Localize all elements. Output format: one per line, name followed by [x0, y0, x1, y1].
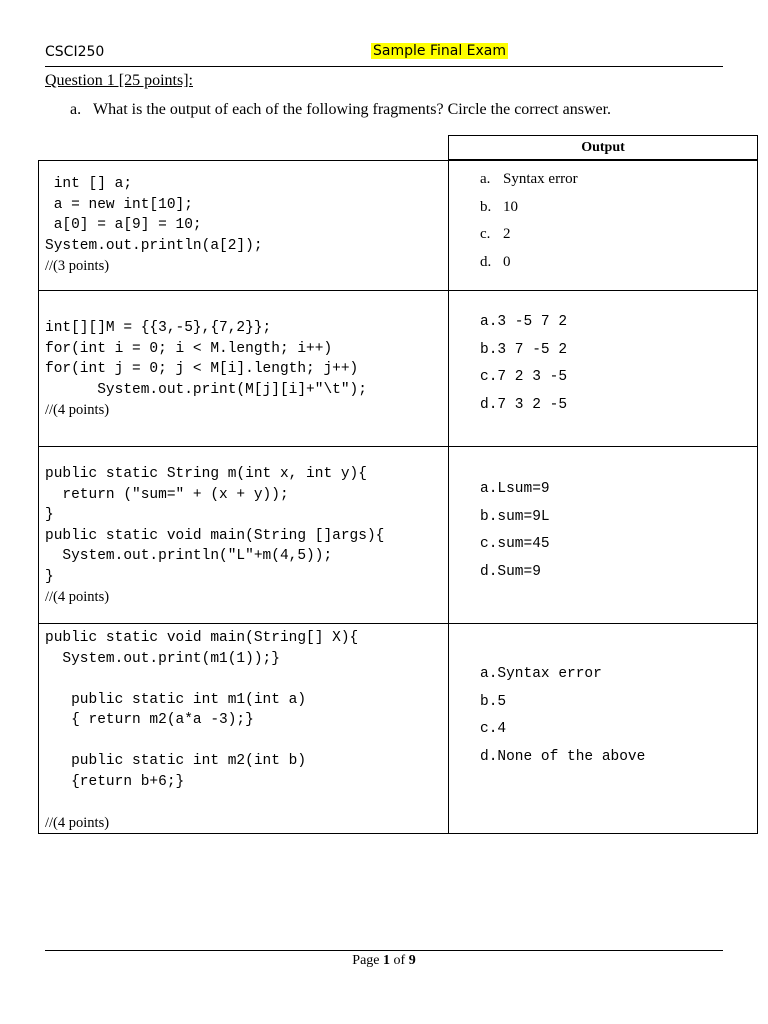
code-line	[45, 792, 358, 813]
question-title: Question 1 [25 points]:	[45, 72, 193, 89]
code-fragment	[45, 464, 384, 608]
code-fragment	[45, 174, 263, 277]
question-row-3	[38, 446, 758, 624]
answer-option[interactable]: a.3 -5 7 2	[480, 314, 568, 330]
page-header	[45, 42, 723, 67]
code-line: int[][]M = {{3,-5},{7,2}};	[45, 320, 272, 336]
code-line: System.out.println(a[2]);	[45, 237, 263, 254]
code-line: return ("sum=" + (x + y));	[45, 486, 289, 503]
answer-option[interactable]: c.sum=45	[480, 536, 550, 552]
answer-option[interactable]: b.5	[480, 693, 507, 710]
points-label: //(4 points)	[45, 814, 110, 831]
question-part	[70, 101, 611, 119]
answer-options	[480, 476, 550, 586]
code-line: public static String m(int x, int y){	[45, 466, 367, 482]
points-label: //(4 points)	[45, 589, 110, 605]
answer-option[interactable]: c.7 2 3 -5	[480, 369, 568, 385]
code-line: System.out.print(M[j][i]+"\t");	[45, 381, 367, 398]
part-text: What is the output of each of the following fragments? Circle the correct answer.	[93, 101, 612, 118]
answer-option[interactable]: a. Syntax error	[480, 171, 578, 187]
part-letter: a.	[70, 101, 82, 118]
code-line: a = new int[10];	[45, 196, 193, 213]
points-label: //(4 points)	[45, 402, 110, 418]
answer-option[interactable]: b.sum=9L	[480, 508, 550, 525]
code-line: {return b+6;}	[45, 773, 185, 790]
footer-rule	[45, 950, 723, 951]
answer-options	[480, 661, 645, 771]
answer-option[interactable]: c. 2	[480, 226, 511, 242]
exam-title: Sample Final Exam	[373, 43, 507, 59]
column-divider	[448, 161, 449, 290]
code-fragment	[45, 318, 367, 421]
answer-options	[480, 166, 578, 276]
code-fragment	[45, 628, 358, 833]
answer-option[interactable]: b.3 7 -5 2	[480, 341, 568, 358]
answer-options	[480, 309, 567, 419]
answer-option[interactable]: d.None of the above	[480, 748, 646, 765]
answer-option[interactable]: c.4	[480, 721, 507, 737]
question-row-1	[38, 160, 758, 291]
code-line: public static int m1(int a)	[45, 691, 307, 708]
question-row-4	[38, 623, 758, 834]
page-number: Page 1 of 9	[352, 953, 416, 968]
code-line	[45, 669, 358, 690]
code-line: public static void main(String[] X){	[45, 630, 359, 646]
code-line: { return m2(a*a -3);}	[45, 712, 254, 728]
answer-option[interactable]: d. 0	[480, 253, 511, 270]
column-divider	[448, 624, 449, 833]
code-line: for(int j = 0; j < M[i].length; j++)	[45, 361, 359, 377]
code-line: int [] a;	[45, 176, 133, 192]
points-label: //(3 points)	[45, 258, 110, 274]
question-row-2	[38, 290, 758, 447]
code-line	[45, 731, 358, 752]
column-divider	[448, 291, 449, 446]
code-line: System.out.print(m1(1));}	[45, 650, 280, 667]
code-line: }	[45, 507, 54, 523]
code-line: }	[45, 568, 54, 585]
answer-option[interactable]: a.Syntax error	[480, 666, 602, 682]
answer-option[interactable]: d.7 3 2 -5	[480, 396, 568, 413]
code-line: for(int i = 0; i < M.length; i++)	[45, 340, 333, 357]
column-divider	[448, 447, 449, 623]
answer-option[interactable]: a.Lsum=9	[480, 481, 550, 497]
code-line: public static int m2(int b)	[45, 753, 307, 769]
code-line: a[0] = a[9] = 10;	[45, 217, 202, 233]
answer-option[interactable]: b. 10	[480, 198, 518, 215]
output-column-header: Output	[448, 135, 758, 160]
answer-option[interactable]: d.Sum=9	[480, 563, 541, 580]
course-code: CSCI250	[45, 44, 105, 60]
code-line: System.out.println("L"+m(4,5));	[45, 548, 333, 564]
code-line: public static void main(String []args){	[45, 527, 385, 544]
